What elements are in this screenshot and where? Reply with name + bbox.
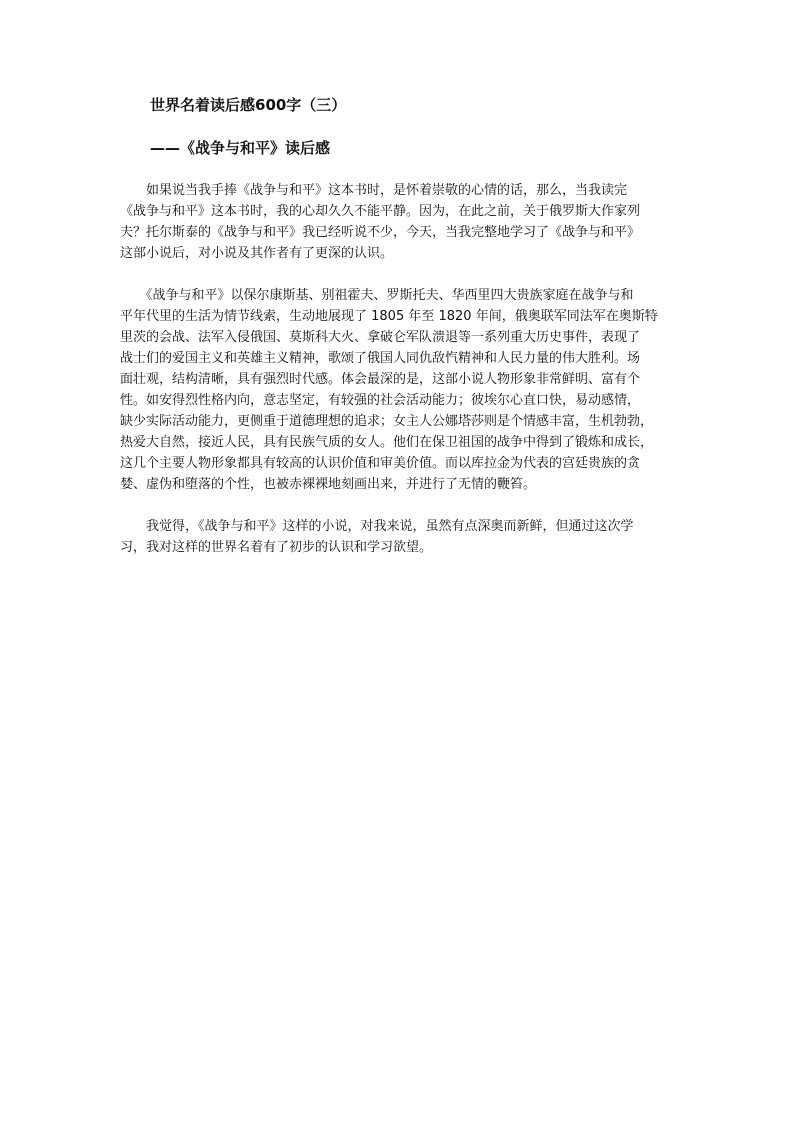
paragraph-line: 习，我对这样的世界名着有了初步的认识和学习欲望。 [120,540,433,555]
paragraph-3 [120,516,685,558]
paragraph-line: 这几个主要人物形象都具有较高的认识价值和审美价值。而以库拉金为代表的宫廷贵族的贪 [120,456,641,471]
paragraph-line: 婪、虚伪和堕落的个性，也被赤裸裸地刻画出来，并进行了无情的鞭笞。 [120,477,537,492]
paragraph-line: 缺少实际活动能力，更侧重于道德理想的追求；女主人公娜塔莎则是个情感丰富，生机勃勃， [120,414,654,429]
paragraph-line: 夫？托尔斯泰的《战争与和平》我已经听说不少，今天，当我完整地学习了《战争与和平》 [120,225,641,240]
paragraph-2 [120,285,685,495]
paragraph-line: 热爱大自然，接近人民，具有民族气质的女人。他们在保卫祖国的战争中得到了锻炼和成长， [120,435,654,450]
document-body [120,180,685,579]
paragraph-line: 平年代里的生活为情节线索，生动地展现了 1805 年至 1820 年间，俄奥联军同法军在奥斯特 [120,309,658,324]
paragraph-line: 《战争与和平》这本书时，我的心却久久不能平静。因为，在此之前，关于俄罗斯大作家列 [120,204,641,219]
document-subtitle: ——《战争与和平》读后感 [150,139,331,157]
paragraph-line: 战士们的爱国主义和英雄主义精神，歌颂了俄国人同仇敌忾精神和人民力量的伟大胜利。场 [120,351,641,366]
paragraph-1 [120,180,685,264]
paragraph-line: 如果说当我手捧《战争与和平》这本书时，是怀着崇敬的心情的话，那么，当我读完 [120,183,628,198]
paragraph-line: 性。如安得烈性格内向，意志坚定，有较强的社会活动能力；彼埃尔心直口快，易动感情， [120,393,641,408]
document-title: 世界名着读后感600字（三） [150,96,347,114]
paragraph-line: 这部小说后，对小说及其作者有了更深的认识。 [120,246,394,261]
paragraph-line: 里茨的会战、法军入侵俄国、莫斯科大火、拿破仑军队溃退等一系列重大历史事件，表现了 [120,330,641,345]
paragraph-line: 《战争与和平》以保尔康斯基、别祖霍夫、罗斯托夫、华西里四大贵族家庭在战争与和 [120,288,634,303]
paragraph-line: 我觉得，《战争与和平》这样的小说，对我来说，虽然有点深奥而新鲜，但通过这次学 [120,519,634,534]
paragraph-line: 面壮观，结构清晰，具有强烈时代感。体会最深的是，这部小说人物形象非常鲜明、富有个 [120,372,641,387]
